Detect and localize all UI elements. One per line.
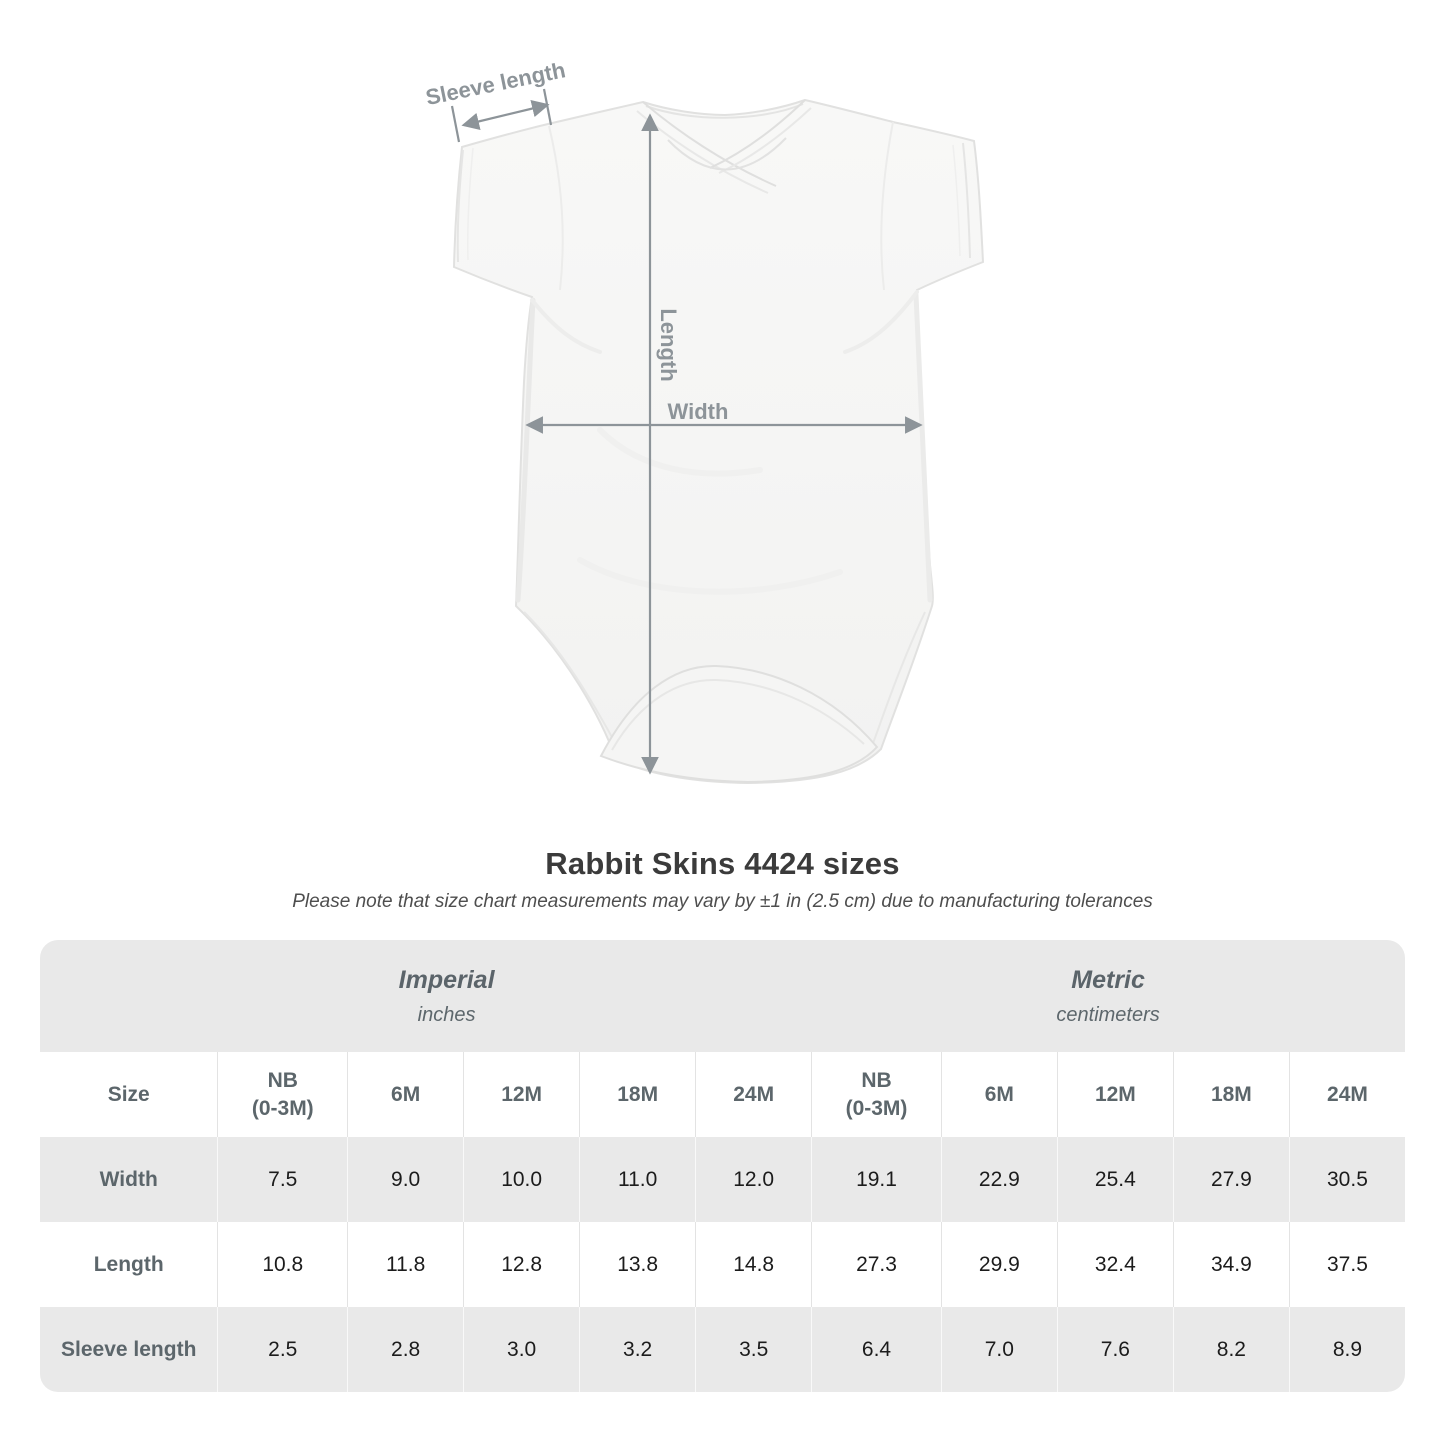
column-header-24m-metric: 24M <box>1289 1052 1405 1137</box>
metric-label: Metric <box>1071 965 1145 994</box>
column-header-18m-metric: 18M <box>1173 1052 1289 1137</box>
table-row-width: Width 7.5 9.0 10.0 11.0 12.0 19.1 22.9 25.4 27.9 30.5 <box>40 1137 1405 1222</box>
column-header-24m-imperial: 24M <box>695 1052 811 1137</box>
bodysuit-shape <box>454 100 983 783</box>
column-header-nb-metric: NB (0-3M) <box>811 1052 941 1137</box>
table-row-length: Length 10.8 11.8 12.8 13.8 14.8 27.3 29.9 32.4 34.9 37.5 <box>40 1222 1405 1307</box>
row-label-width: Width <box>40 1137 217 1222</box>
column-header-12m-imperial: 12M <box>463 1052 579 1137</box>
column-header-18m-imperial: 18M <box>579 1052 695 1137</box>
unit-group-header-row <box>40 940 1405 1052</box>
title-block <box>0 846 1445 913</box>
width-label: Width <box>667 399 729 424</box>
size-header-row <box>40 1052 1405 1137</box>
imperial-label: Imperial <box>398 965 495 994</box>
length-label: Length <box>656 308 681 382</box>
row-label-length: Length <box>40 1222 217 1307</box>
metric-unit: centimeters <box>1056 1003 1160 1026</box>
imperial-unit: inches <box>417 1003 476 1026</box>
size-header: Size <box>40 1052 217 1137</box>
tolerance-note: Please note that size chart measurements may vary by ±1 in (2.5 cm) due to manufacturing tolerances <box>292 891 1153 912</box>
row-label-sleeve-length: Sleeve length <box>40 1307 217 1392</box>
metric-group-header <box>811 940 1405 1052</box>
table-row-sleeve-length: Sleeve length 2.5 2.8 3.0 3.2 3.5 6.4 7.0 7.6 8.2 8.9 <box>40 1307 1405 1392</box>
column-header-12m-metric: 12M <box>1057 1052 1173 1137</box>
imperial-group-header <box>40 940 811 1052</box>
column-header-6m-imperial: 6M <box>347 1052 463 1137</box>
column-header-6m-metric: 6M <box>941 1052 1057 1137</box>
column-header-nb-imperial: NB (0-3M) <box>217 1052 347 1137</box>
page-title: Rabbit Skins 4424 sizes <box>545 846 900 881</box>
size-chart-table <box>40 940 1405 1392</box>
sleeve-length-label: Sleeve length <box>423 57 568 111</box>
